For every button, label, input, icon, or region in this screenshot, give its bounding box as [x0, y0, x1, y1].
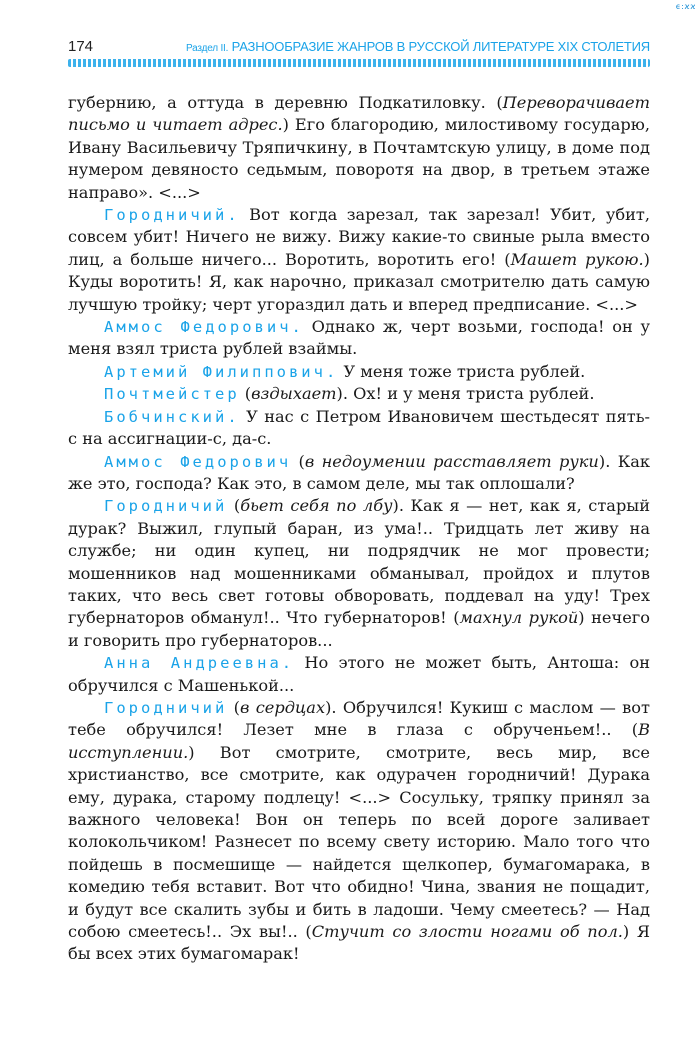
stage-direction: Стучит со злости ногами об пол.: [311, 922, 623, 942]
paragraph: [68, 383, 650, 405]
paragraph: [68, 92, 650, 204]
stage-direction: бьет себя по лбу: [240, 496, 393, 516]
stage-direction: вздыхает: [251, 384, 337, 404]
page-header: [68, 38, 650, 67]
stage-direction: Переворачивает письмо и читает адрес.: [68, 93, 650, 135]
corner-tag: ϵ:ϰϰ: [675, 2, 696, 11]
dialogue-text: (: [227, 697, 240, 717]
speaker-name: Городничий: [104, 698, 228, 717]
dialogue-text: ). Обручился! Кукиш с маслом — вот тебе обручился! Лезет мне в глаза с обрученьем!.. (: [68, 697, 650, 740]
speaker-name: Артемий Филиппович.: [104, 362, 339, 381]
dialogue-text: Вот когда зарезал, так зарезал! Убит, убит, совсем убит! Ничего не вижу. Вижу какие-то свиные рыла вместо лиц, а больше ничего... Воротить, воротить его! (: [68, 205, 650, 269]
speaker-name: Городничий.: [104, 206, 240, 225]
speaker-name: Городничий: [104, 497, 228, 516]
dialogue-text: ) Вот смотрите, смотрите, весь мир, все христианство, все смотрите, как одурачен городничий! Дурака ему, дурака, старому подлецу! <...> Сосульку, тряпку принял за важного человека! Вон он теперь по всей дороге заливает колокольчиком! Разнесет по всему свету историю. Мало того что пойдешь в посмешище — найдется щелкопер, бумагомарака, в комедию тебя вставит. Вот что обидно! Чина, звания не пощадит, и будут все скалить зубы и бить в ладоши. Чему смеетесь? — Над собою смеетесь!.. Эх вы!.. (: [68, 742, 650, 942]
page-number: 174: [68, 38, 94, 55]
speaker-name: Аммос Федорович: [104, 452, 292, 471]
speaker-name: Бобчинский.: [104, 407, 240, 426]
paragraph: [68, 316, 650, 361]
dialogue-text: ) Куды воротить! Я, как нарочно, приказал смотрителю дать самую лучшую тройку; черт угораздил дать и вперед предписание. <...>: [68, 249, 650, 314]
stage-direction: В исступлении.: [68, 720, 650, 762]
paragraph: [68, 406, 650, 451]
section-label: Раздел II.: [186, 43, 229, 54]
speaker-name: Почтмейстер: [104, 385, 240, 404]
dialogue-text: ). Ох! и у меня триста рублей.: [336, 384, 595, 404]
dialogue-text: ). Как же это, господа? Как это, в самом деле, мы так оплошали?: [68, 451, 650, 493]
dialogue-text: У нас с Петром Ивановичем шестьдесят пять-с на ассигнации-с, да-с.: [68, 406, 650, 449]
paragraph: [68, 697, 650, 966]
section-title: РАЗНООБРАЗИЕ ЖАНРОВ В РУССКОЙ ЛИТЕРАТУРЕ XIX СТОЛЕТИЯ: [231, 39, 650, 54]
stage-direction: Машет рукою.: [510, 249, 644, 269]
paragraph: [68, 495, 650, 652]
dialogue-text: ). Как я — нет, как я, старый дурак? Выжил, глупый баран, из ума!.. Тридцать лет живу на службе; ни один купец, ни подрядчик не мог провести; мошенников над мошенниками обманывал, пройдох и плутов таких, что весь свет готовы обворовать, поддевал на уду! Трех губернаторов обманул!.. Что губернаторов! (: [68, 496, 650, 628]
paragraph: [68, 652, 650, 697]
stage-direction: махнул рукой: [459, 608, 579, 628]
paragraph: [68, 361, 650, 383]
speaker-name: Анна Андреевна.: [104, 654, 295, 673]
paragraph: [68, 204, 650, 316]
dialogue-text: (: [291, 451, 305, 471]
dialogue-text: Однако ж, черт возьми, господа! он у меня взял триста рублей взаймы.: [68, 317, 651, 359]
dialogue-text: (: [227, 496, 241, 516]
dialogue-text: ) Я бы всех этих бумагомарак!: [68, 922, 650, 964]
stage-direction: в сердцах: [239, 697, 326, 717]
dialogue-text: губернию, а оттуда в деревню Подкатиловку. (: [68, 93, 503, 112]
speaker-name: Аммос Федорович.: [104, 318, 304, 337]
decorative-wave-border: [68, 59, 650, 67]
dialogue-text: У меня тоже триста рублей.: [338, 361, 586, 381]
paragraph: [68, 451, 650, 496]
dialogue-text: (: [239, 384, 252, 404]
running-title: [186, 39, 650, 54]
dialogue-text: Но этого не может быть, Антоша: он обручился с Машенькой...: [68, 653, 650, 695]
dialogue-text: ) нечего и говорить про губернаторов...: [68, 608, 651, 650]
play-text: [68, 92, 650, 966]
stage-direction: в недоумении расставляет руки: [304, 451, 599, 471]
dialogue-text: ) Его благородию, милостивому государю, Ивану Васильевичу Тряпичкину, в Почтамтскую улицу, в доме под нумером девяносто седьмым, поворотя на двор, в третьем этаже направо». <...>: [68, 115, 650, 202]
